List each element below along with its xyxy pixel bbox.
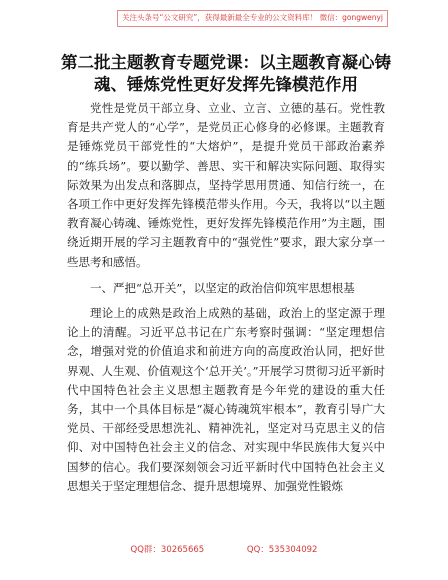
- document-body: [67, 99, 385, 496]
- section-paragraph: 理论上的成熟是政治上成熟的基础，政治上的坚定源于理论上的清醒。习近平总书记在广东考察时强调：“坚定理想信念，增强对党的价值追求和前进方向的高度政治认同，把好世界观、人生观、价值观这个‘总开关’。”开展学习贯彻习近平新时代中国特色社会主义思想主题教育是今年党的建设的重大任务，其中一个具体目标是“凝心铸魂筑牢根本”，教育引导广大党员、干部经受思想洗礼、精神洗礼，坚定对马克思主义的信仰、对中国特色社会主义的信念、对实现中华民族伟大复兴中国梦的信心。我们要深刻领会习近平新时代中国特色社会主义思想关于坚定理想信念、提升思想境界、加强党性锻炼: [67, 306, 385, 493]
- header-banner: 关注头条号“公文研究”，获得最新最全专业的公文资料库！ 微信：gongwenyj: [117, 10, 388, 27]
- section-heading: 一、严把“总开关”，以坚定的政治信仰筑牢思想根基: [90, 280, 355, 295]
- intro-paragraph: 党性是党员干部立身、立业、立言、立德的基石。党性教育是共产党人的“心学”，是党员正心修身的必修课。主题教育是锤炼党员干部党性的“大熔炉”，是提升党员干部政治素养的“练兵场”。要以勤学、善思、实干和解决实际问题、取得实际效果为出发点和落脚点，坚持学思用贯通、知信行统一，在各项工作中更好发挥先锋模范带头作用。今天，我将以“以主题教育凝心铸魂、锤炼党性，更好发挥先锋模范作用”为主题，围绕近期开展的学习主题教育中的“强党性”要求，跟大家分享一些思考和感悟。: [67, 101, 385, 269]
- footer-qq: QQ：535304092: [246, 545, 318, 555]
- footer-contact: [0, 543, 448, 555]
- footer-qq-group: QQ群：30265665: [130, 545, 205, 555]
- page-title: 第二批主题教育专题党课：以主题教育凝心铸魂、锤炼党性更好发挥先锋模范作用: [61, 53, 391, 94]
